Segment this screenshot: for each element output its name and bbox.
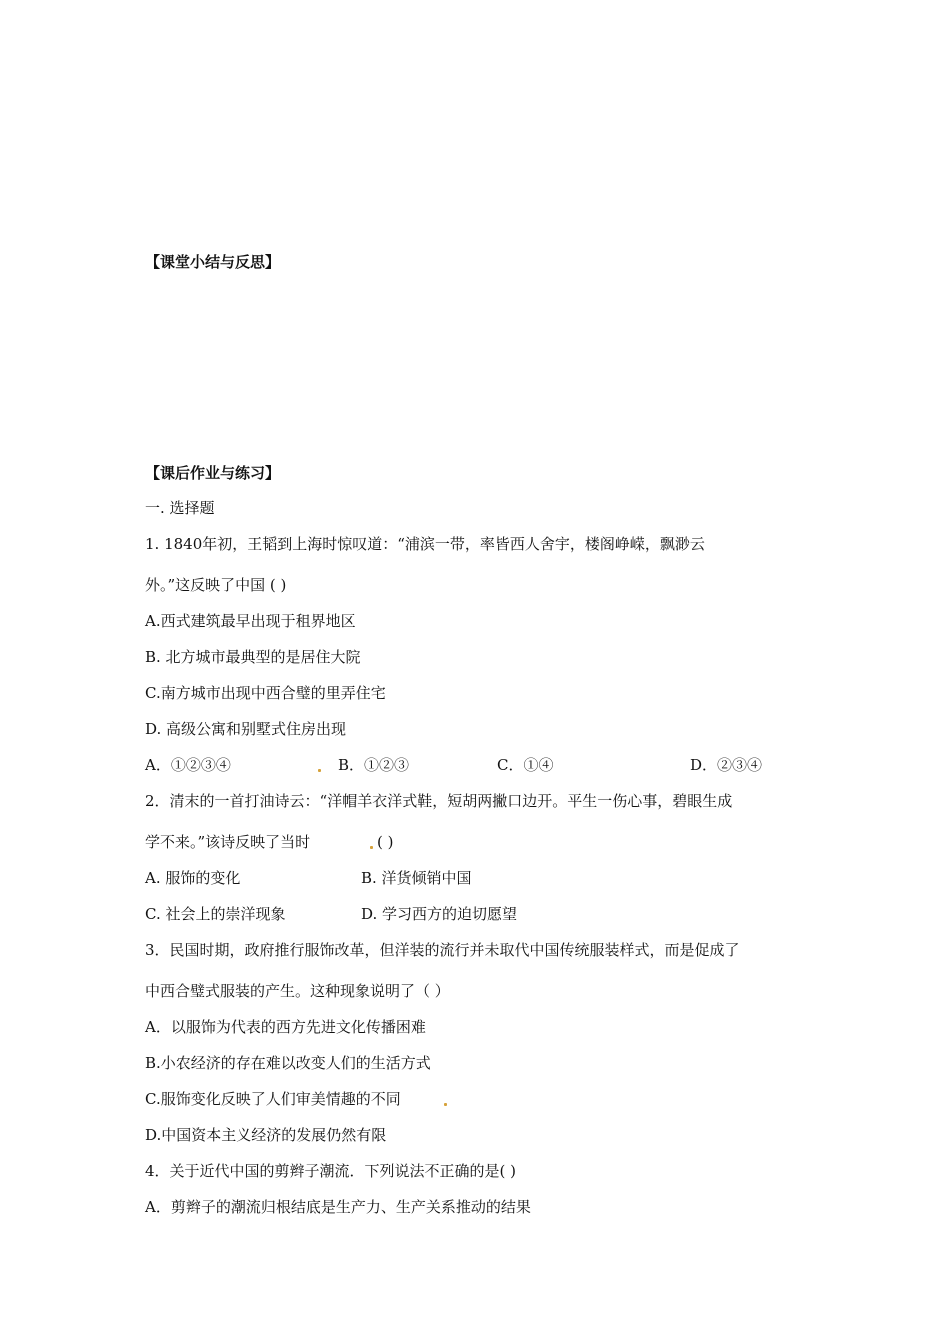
mark-dot bbox=[370, 846, 373, 849]
q2-stem-line1: 2．清末的一首打油诗云：“洋帽羊衣洋式鞋，短胡两撇口边开。平生一伤心事，碧眼生成 bbox=[145, 792, 733, 810]
q4-option-a: A．剪辫子的潮流归根结底是生产力、生产关系推动的结果 bbox=[145, 1198, 531, 1216]
section-heading-homework: 【课后作业与练习】 bbox=[145, 464, 281, 482]
q1-stem-line1: 1. 1840年初，王韬到上海时惊叹道：“浦滨一带，率皆西人舍宇，楼阁峥嵘，飘渺云 bbox=[145, 535, 705, 553]
q1-option-c: C.南方城市出现中西合璧的里弄住宅 bbox=[145, 684, 386, 702]
section-heading-summary: 【课堂小结与反思】 bbox=[145, 253, 281, 271]
q1-choice-d: D．②③④ bbox=[690, 756, 763, 774]
q3-stem-line1: 3．民国时期，政府推行服饰改革，但洋装的流行并未取代中国传统服装样式，而是促成了 bbox=[145, 941, 740, 959]
q3-option-d: D.中国资本主义经济的发展仍然有限 bbox=[145, 1126, 387, 1144]
q1-option-b: B. 北方城市最典型的是居住大院 bbox=[145, 648, 361, 666]
q1-stem-line2: 外。”这反映了中国 ( ) bbox=[145, 576, 287, 594]
q3-stem-line2: 中西合璧式服装的产生。这种现象说明了（ ） bbox=[145, 982, 450, 1000]
q1-choice-b: B．①②③ bbox=[338, 756, 410, 774]
q2-option-b: B. 洋货倾销中国 bbox=[361, 869, 472, 887]
q3-option-a: A．以服饰为代表的西方先进文化传播困难 bbox=[145, 1018, 426, 1036]
q2-option-a: A. 服饰的变化 bbox=[145, 869, 241, 887]
q2-option-d: D. 学习西方的迫切愿望 bbox=[361, 905, 518, 923]
part-title: 一. 选择题 bbox=[145, 499, 215, 517]
mark-dot bbox=[318, 769, 321, 772]
q1-option-d: D. 高级公寓和别墅式住房出现 bbox=[145, 720, 347, 738]
q4-stem: 4．关于近代中国的剪辫子潮流．下列说法不正确的是( ) bbox=[145, 1162, 517, 1180]
mark-dot bbox=[444, 1103, 447, 1106]
q2-option-c: C. 社会上的崇洋现象 bbox=[145, 905, 286, 923]
q2-stem-paren: ( ) bbox=[377, 833, 394, 851]
q1-choice-c: C．①④ bbox=[497, 756, 554, 774]
q3-option-b: B.小农经济的存在难以改变人们的生活方式 bbox=[145, 1054, 431, 1072]
q1-option-a: A.西式建筑最早出现于租界地区 bbox=[145, 612, 356, 630]
q2-stem-line2: 学不来。”该诗反映了当时 bbox=[145, 833, 311, 851]
q3-option-c: C.服饰变化反映了人们审美情趣的不同 bbox=[145, 1090, 401, 1108]
q1-choice-a: A．①②③④ bbox=[145, 756, 231, 774]
